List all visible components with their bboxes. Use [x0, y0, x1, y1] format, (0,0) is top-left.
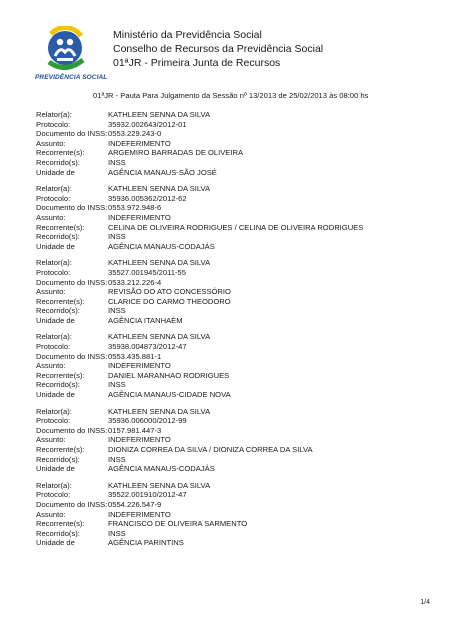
record-item — [36, 258, 363, 325]
relator-label: Relator(a): — [36, 258, 72, 268]
record-item — [36, 110, 363, 177]
protocolo-value: 35522.001910/2012-47 — [108, 490, 187, 500]
unidade-value: AGÊNCIA MANAUS-CODAJÁS — [108, 464, 215, 474]
recorrente-value: DANIEL MARANHAO RODRIGUES — [108, 370, 230, 380]
relator-value: KATHLEEN SENNA DA SILVA — [108, 258, 211, 268]
relator-label: Relator(a): — [36, 184, 72, 194]
ministry-title: Ministério da Previdência Social — [113, 29, 262, 41]
assunto-value: INDEFERIMENTO — [108, 212, 171, 222]
relator-value: KATHLEEN SENNA DA SILVA — [108, 110, 211, 119]
recorrido-label: Recorrido(s): — [36, 528, 80, 538]
relator-value: KATHLEEN SENNA DA SILVA — [108, 406, 211, 416]
header-titles — [113, 28, 323, 70]
recorrido-value: INSS — [108, 232, 126, 242]
protocolo-value: 35932.002643/2012-01 — [108, 119, 187, 129]
record-item — [36, 407, 363, 474]
board-title: 01ªJR - Primeira Junta de Recursos — [113, 57, 281, 69]
recorrido-value: INSS — [108, 157, 126, 167]
recorrente-label: Recorrente(s): — [36, 222, 85, 232]
recorrido-label: Recorrido(s): — [36, 232, 80, 242]
unidade-label: Unidade de — [36, 464, 75, 474]
documento-label: Documento do INSS: — [36, 277, 108, 287]
document-header — [35, 24, 435, 84]
unidade-value: AGÊNCIA MANAUS-CIDADE NOVA — [108, 390, 231, 400]
relator-label: Relator(a): — [36, 480, 72, 490]
documento-value: 0553.229.243-0 — [108, 129, 162, 139]
documento-label: Documento do INSS: — [36, 351, 108, 361]
recorrente-label: Recorrente(s): — [36, 370, 85, 380]
records-list — [36, 110, 363, 555]
recorrido-label: Recorrido(s): — [36, 306, 80, 316]
relator-label: Relator(a): — [36, 332, 72, 342]
protocolo-label: Protocolo: — [36, 119, 71, 129]
protocolo-label: Protocolo: — [36, 342, 71, 352]
recorrente-value: CELINA DE OLIVEIRA RODRIGUES / CELINA DE OLIVEIRA RODRIGUES — [108, 222, 364, 232]
relator-label: Relator(a): — [36, 110, 72, 119]
page-number: 1/4 — [420, 599, 430, 606]
logo-caption: PREVIDÊNCIA SOCIAL — [35, 74, 108, 81]
recorrente-label: Recorrente(s): — [36, 445, 85, 454]
recorrente-value: FRANCISCO DE OLIVEIRA SARMENTO — [108, 519, 248, 529]
recorrente-value: DIONIZA CORREA DA SILVA / DIONIZA CORREA DA SILVA — [108, 445, 313, 454]
assunto-value: INDEFERIMENTO — [108, 138, 171, 148]
relator-value: KATHLEEN SENNA DA SILVA — [108, 480, 211, 490]
documento-value: 0157.981.447-3 — [108, 425, 162, 435]
documento-value: 0553.435.881-1 — [108, 351, 162, 361]
documento-value: 0533.212.226-4 — [108, 277, 162, 287]
assunto-label: Assunto: — [36, 138, 66, 148]
recorrente-label: Recorrente(s): — [36, 148, 85, 158]
relator-value: KATHLEEN SENNA DA SILVA — [108, 184, 211, 194]
relator-value: KATHLEEN SENNA DA SILVA — [108, 332, 211, 342]
unidade-label: Unidade de — [36, 241, 75, 251]
protocolo-label: Protocolo: — [36, 267, 71, 277]
session-title: 01ªJR - Pauta Para Julgamento da Sessão nº 13/2013 de 25/02/2013 às 08:00 hs — [93, 91, 369, 100]
assunto-value: INDEFERIMENTO — [108, 435, 171, 445]
protocolo-label: Protocolo: — [36, 416, 71, 426]
unidade-label: Unidade de — [36, 390, 75, 400]
assunto-label: Assunto: — [36, 212, 66, 222]
recorrido-label: Recorrido(s): — [36, 157, 80, 167]
protocolo-value: 35938.004873/2012-47 — [108, 342, 187, 352]
record-item — [36, 481, 363, 548]
assunto-label: Assunto: — [36, 435, 66, 445]
assunto-label: Assunto: — [36, 509, 66, 519]
protocolo-value: 35527.001945/2011-55 — [108, 267, 186, 277]
recorrido-value: INSS — [108, 528, 126, 538]
record-item — [36, 332, 363, 399]
recorrido-value: INSS — [108, 380, 126, 390]
unidade-value: AGÊNCIA MANAUS-SÃO JOSÉ — [108, 167, 217, 177]
recorrido-value: INSS — [108, 306, 126, 316]
documento-value: 0554.226.547-9 — [108, 499, 162, 509]
record-item — [36, 184, 363, 251]
recorrente-label: Recorrente(s): — [36, 519, 85, 529]
documento-label: Documento do INSS: — [36, 425, 108, 435]
recorrente-value: CLARICE DO CARMO THEODORO — [108, 296, 231, 306]
relator-label: Relator(a): — [36, 406, 72, 416]
recorrido-label: Recorrido(s): — [36, 454, 80, 464]
unidade-value: AGÊNCIA MANAUS-CODAJÁS — [108, 241, 215, 251]
recorrido-value: INSS — [108, 454, 126, 464]
unidade-label: Unidade de — [36, 538, 75, 548]
council-title: Conselho de Recursos da Previdência Social — [113, 43, 324, 55]
recorrente-label: Recorrente(s): — [36, 296, 85, 306]
protocolo-label: Protocolo: — [36, 490, 71, 500]
assunto-value: INDEFERIMENTO — [108, 509, 171, 519]
protocolo-value: 35936.006000/2012-99 — [108, 416, 187, 426]
unidade-label: Unidade de — [36, 167, 75, 177]
protocolo-value: 35936.005362/2012-62 — [108, 193, 187, 203]
documento-label: Documento do INSS: — [36, 499, 108, 509]
logo-emblem-icon — [35, 26, 115, 74]
documento-label: Documento do INSS: — [36, 203, 108, 213]
recorrido-label: Recorrido(s): — [36, 380, 80, 390]
assunto-value: INDEFERIMENTO — [108, 361, 171, 371]
assunto-value: REVISÃO DO ATO CONCESSÓRIO — [108, 287, 231, 297]
previdencia-social-logo — [35, 26, 115, 84]
protocolo-label: Protocolo: — [36, 193, 71, 203]
documento-value: 0553.972.948-6 — [108, 203, 162, 213]
documento-label: Documento do INSS: — [36, 129, 108, 139]
recorrente-value: ARGEMIRO BARRADAS DE OLIVEIRA — [108, 148, 244, 158]
unidade-label: Unidade de — [36, 315, 75, 325]
assunto-label: Assunto: — [36, 287, 66, 297]
unidade-value: AGÊNCIA ITANHAÉM — [108, 315, 183, 325]
unidade-value: AGÊNCIA PARINTINS — [108, 538, 184, 548]
assunto-label: Assunto: — [36, 361, 66, 371]
